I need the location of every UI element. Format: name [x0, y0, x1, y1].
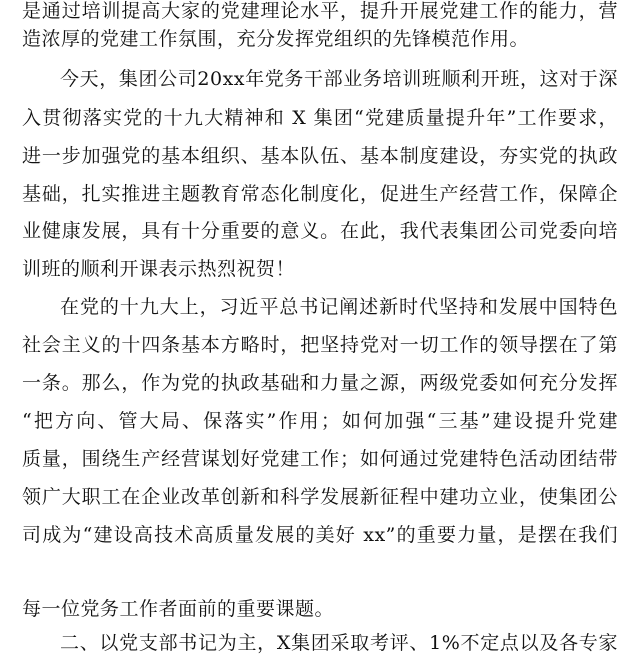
text-line-13: 质量，围绕生产经营谋划好党建工作；如何通过党建特色活动团结带: [22, 448, 618, 470]
text-line-4: 入贯彻落实党的十九大精神和 X 集团“党建质量提升年”工作要求，: [22, 107, 618, 129]
text-line-2: 造浓厚的党建工作氛围，充分发挥党组织的先锋模范作用。: [22, 28, 530, 50]
text-line-12: “把方向、管大局、保落实”作用；如何加强“三基”建设提升党建: [22, 410, 618, 432]
text-line-7: 业健康发展，具有十分重要的意义。在此，我代表集团公司党委向培: [22, 220, 618, 242]
text-line-3: 今天，集团公司20xx年党务干部业务培训班顺利开班，这对于深: [60, 68, 618, 90]
text-line-6: 基础，扎实推进主题教育常态化制度化，促进生产经营工作，保障企: [22, 183, 618, 205]
text-line-16: 每一位党务工作者面前的重要课题。: [22, 598, 335, 620]
text-line-17: 二、以党支部书记为主，X集团采取考评、1%不定点以及各专家: [60, 632, 618, 654]
text-line-5: 进一步加强党的基本组织、基本队伍、基本制度建设，夯实党的执政: [22, 145, 618, 167]
text-line-8: 训班的顺利开课表示热烈祝贺！: [22, 258, 296, 280]
text-line-11: 一条。那么，作为党的执政基础和力量之源，两级党委如何充分发挥: [22, 372, 618, 394]
text-line-1: 是通过培训提高大家的党建理论水平，提升开展党建工作的能力，营: [22, 0, 618, 22]
text-line-10: 社会主义的十四条基本方略时，把坚持党对一切工作的领导摆在了第: [22, 334, 618, 356]
text-line-15: 司成为“建设高技术高质量发展的美好 xx”的重要力量，是摆在我们: [22, 524, 618, 546]
text-line-14: 领广大职工在企业改革创新和科学发展新征程中建功立业，使集团公: [22, 486, 618, 508]
text-line-9: 在党的十九大上，习近平总书记阐述新时代坚持和发展中国特色: [60, 296, 618, 318]
